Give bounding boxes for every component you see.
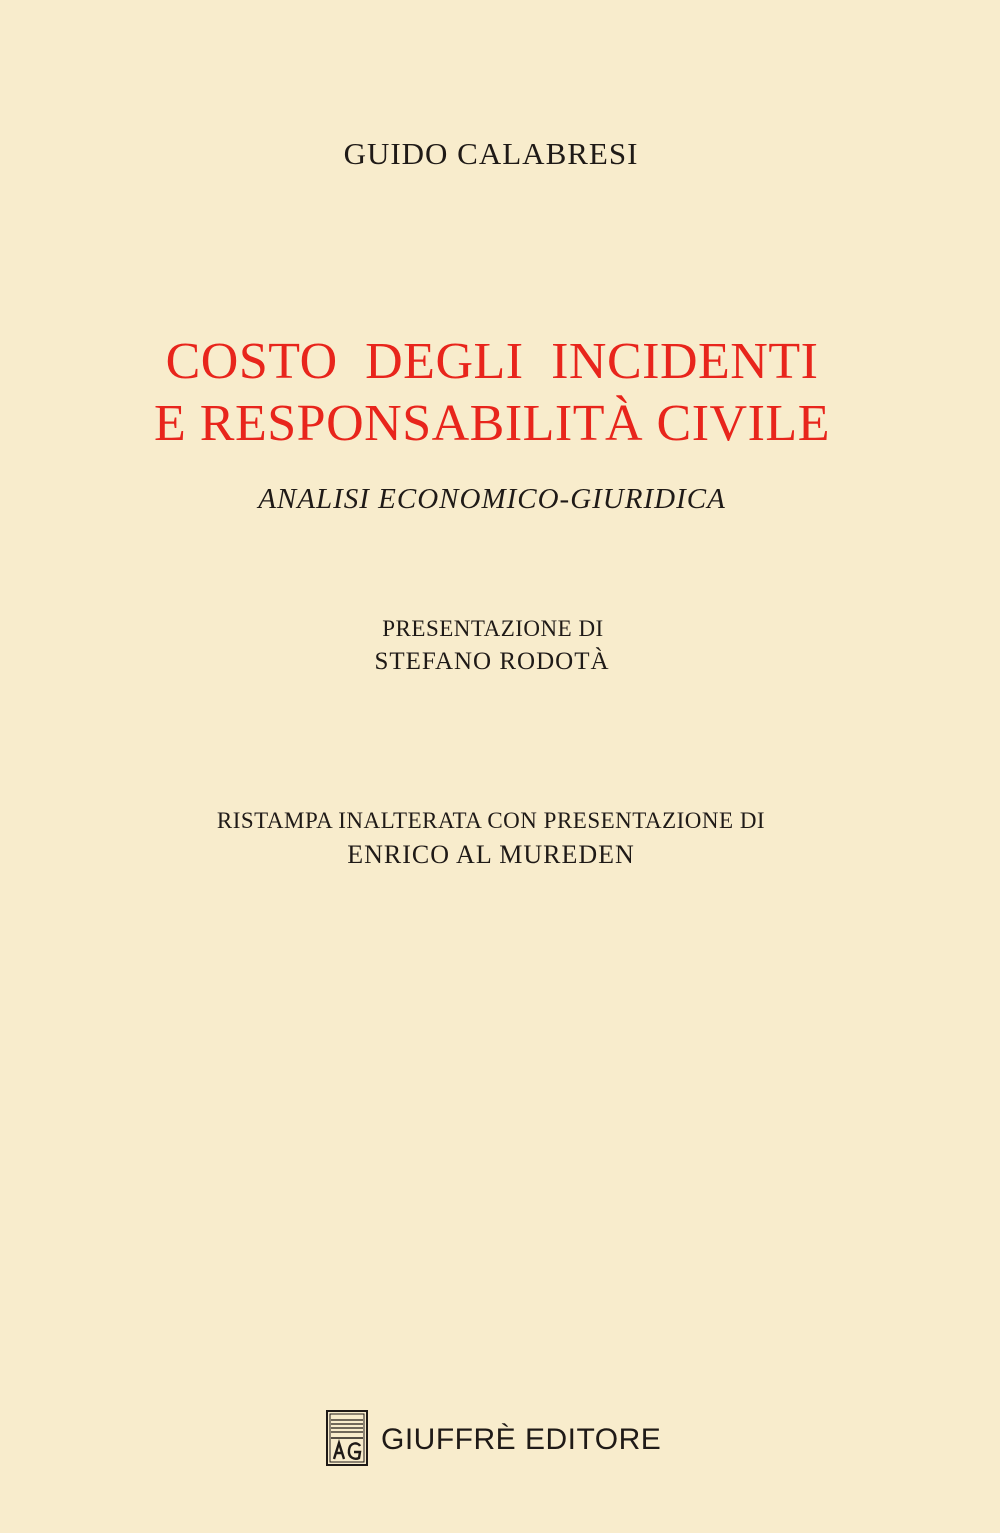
reprint-label: RISTAMPA INALTERATA CON PRESENTAZIONE DI [216,808,766,833]
author-name: GUIDO CALABRESI [343,136,639,171]
publisher-block [326,1409,661,1467]
title-line-1: COSTO DEGLI INCIDENTI [165,333,819,390]
reprint-presenter: ENRICO AL MUREDEN [347,840,635,869]
presentation-author: STEFANO RODOTÀ [374,648,610,675]
title-line-2: E RESPONSABILITÀ CIVILE [154,395,830,452]
publisher-name: GIUFFRÈ EDITORE [381,1423,662,1456]
presentation-label: PRESENTAZIONE DI [382,616,604,641]
publisher-logo-icon [326,1410,368,1466]
subtitle: ANALISI ECONOMICO-GIURIDICA [258,483,726,515]
